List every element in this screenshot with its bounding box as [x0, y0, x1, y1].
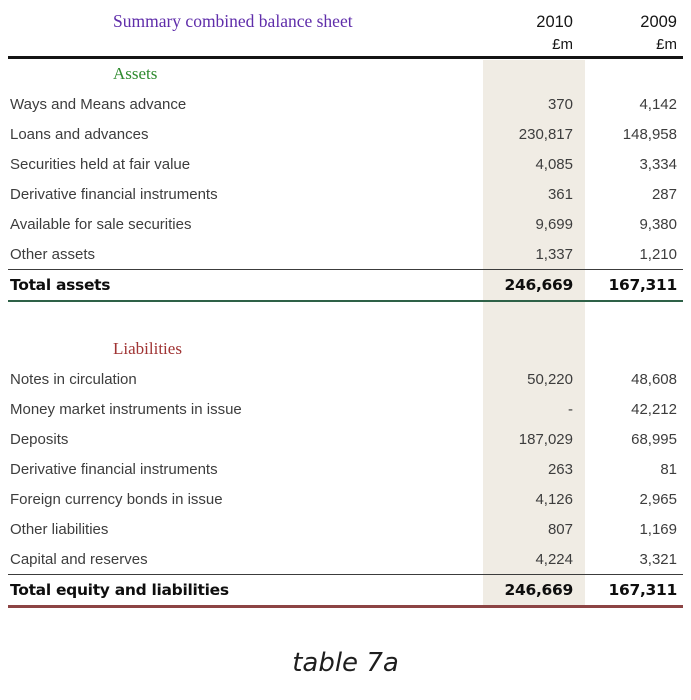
table-row — [0, 544, 691, 574]
assets-heading: Assets — [113, 64, 158, 83]
table-row — [0, 179, 691, 209]
unit-row — [0, 32, 691, 56]
value-2010: - — [568, 400, 573, 418]
table-row — [0, 454, 691, 484]
table-caption: table 7a — [292, 648, 399, 678]
row-label: Ways and Means advance — [10, 95, 187, 113]
section-gap — [0, 302, 691, 334]
total-liabilities-row — [0, 575, 691, 605]
value-2010: 4,085 — [535, 155, 573, 173]
total-assets-row — [0, 270, 691, 300]
table-row — [0, 149, 691, 179]
table-row — [0, 239, 691, 269]
row-label: Money market instruments in issue — [10, 400, 242, 418]
table-row — [0, 424, 691, 454]
unit-label-2009: £m — [656, 35, 677, 53]
total-value-2010: 246,669 — [504, 581, 573, 599]
unit-label-2010: £m — [552, 35, 573, 53]
row-label: Other assets — [10, 245, 96, 263]
value-2009: 81 — [660, 460, 677, 478]
row-label: Deposits — [10, 430, 69, 448]
table-title: Summary combined balance sheet — [113, 11, 353, 31]
section-heading-liabilities-row — [0, 334, 691, 364]
row-label: Notes in circulation — [10, 370, 137, 388]
value-2009: 48,608 — [631, 370, 677, 388]
table-row — [0, 364, 691, 394]
value-2010: 187,029 — [518, 430, 573, 448]
value-2009: 9,380 — [639, 215, 677, 233]
value-2010: 361 — [547, 185, 573, 203]
total-value-2009: 167,311 — [608, 276, 677, 294]
total-value-2010: 246,669 — [504, 276, 573, 294]
total-label: Total assets — [10, 276, 111, 294]
value-2010: 9,699 — [535, 215, 573, 233]
value-2009: 42,212 — [631, 400, 677, 418]
row-label: Derivative financial instruments — [10, 460, 218, 478]
value-2009: 68,995 — [631, 430, 677, 448]
table-row — [0, 119, 691, 149]
value-2010: 807 — [547, 520, 573, 538]
value-2009: 1,169 — [639, 520, 677, 538]
section-heading-assets-row — [0, 59, 691, 89]
row-label: Other liabilities — [10, 520, 109, 538]
value-2010: 370 — [547, 95, 573, 113]
column-header-2010: 2010 — [536, 13, 573, 31]
value-2010: 263 — [547, 460, 573, 478]
row-label: Capital and reserves — [10, 550, 148, 568]
row-label: Foreign currency bonds in issue — [10, 490, 223, 508]
value-2009: 3,321 — [639, 550, 677, 568]
value-2010: 1,337 — [535, 245, 573, 263]
value-2010: 230,817 — [518, 125, 573, 143]
value-2009: 2,965 — [639, 490, 677, 508]
liabilities-heading: Liabilities — [113, 339, 182, 358]
value-2009: 287 — [651, 185, 677, 203]
row-label: Loans and advances — [10, 125, 149, 143]
total-liabilities-bottom-rule — [8, 605, 683, 608]
table-row — [0, 484, 691, 514]
total-value-2009: 167,311 — [608, 581, 677, 599]
column-header-2009: 2009 — [640, 13, 677, 31]
header-row — [0, 0, 691, 32]
value-2009: 148,958 — [622, 125, 677, 143]
value-2010: 4,126 — [535, 490, 573, 508]
value-2009: 4,142 — [639, 95, 677, 113]
row-label: Available for sale securities — [10, 215, 192, 233]
table-row — [0, 209, 691, 239]
row-label: Securities held at fair value — [10, 155, 191, 173]
value-2009: 1,210 — [639, 245, 677, 263]
value-2010: 4,224 — [535, 550, 573, 568]
table-row — [0, 394, 691, 424]
total-label: Total equity and liabilities — [10, 581, 229, 599]
row-label: Derivative financial instruments — [10, 185, 218, 203]
table-row — [0, 89, 691, 119]
value-2010: 50,220 — [527, 370, 573, 388]
value-2009: 3,334 — [639, 155, 677, 173]
table-row — [0, 514, 691, 544]
